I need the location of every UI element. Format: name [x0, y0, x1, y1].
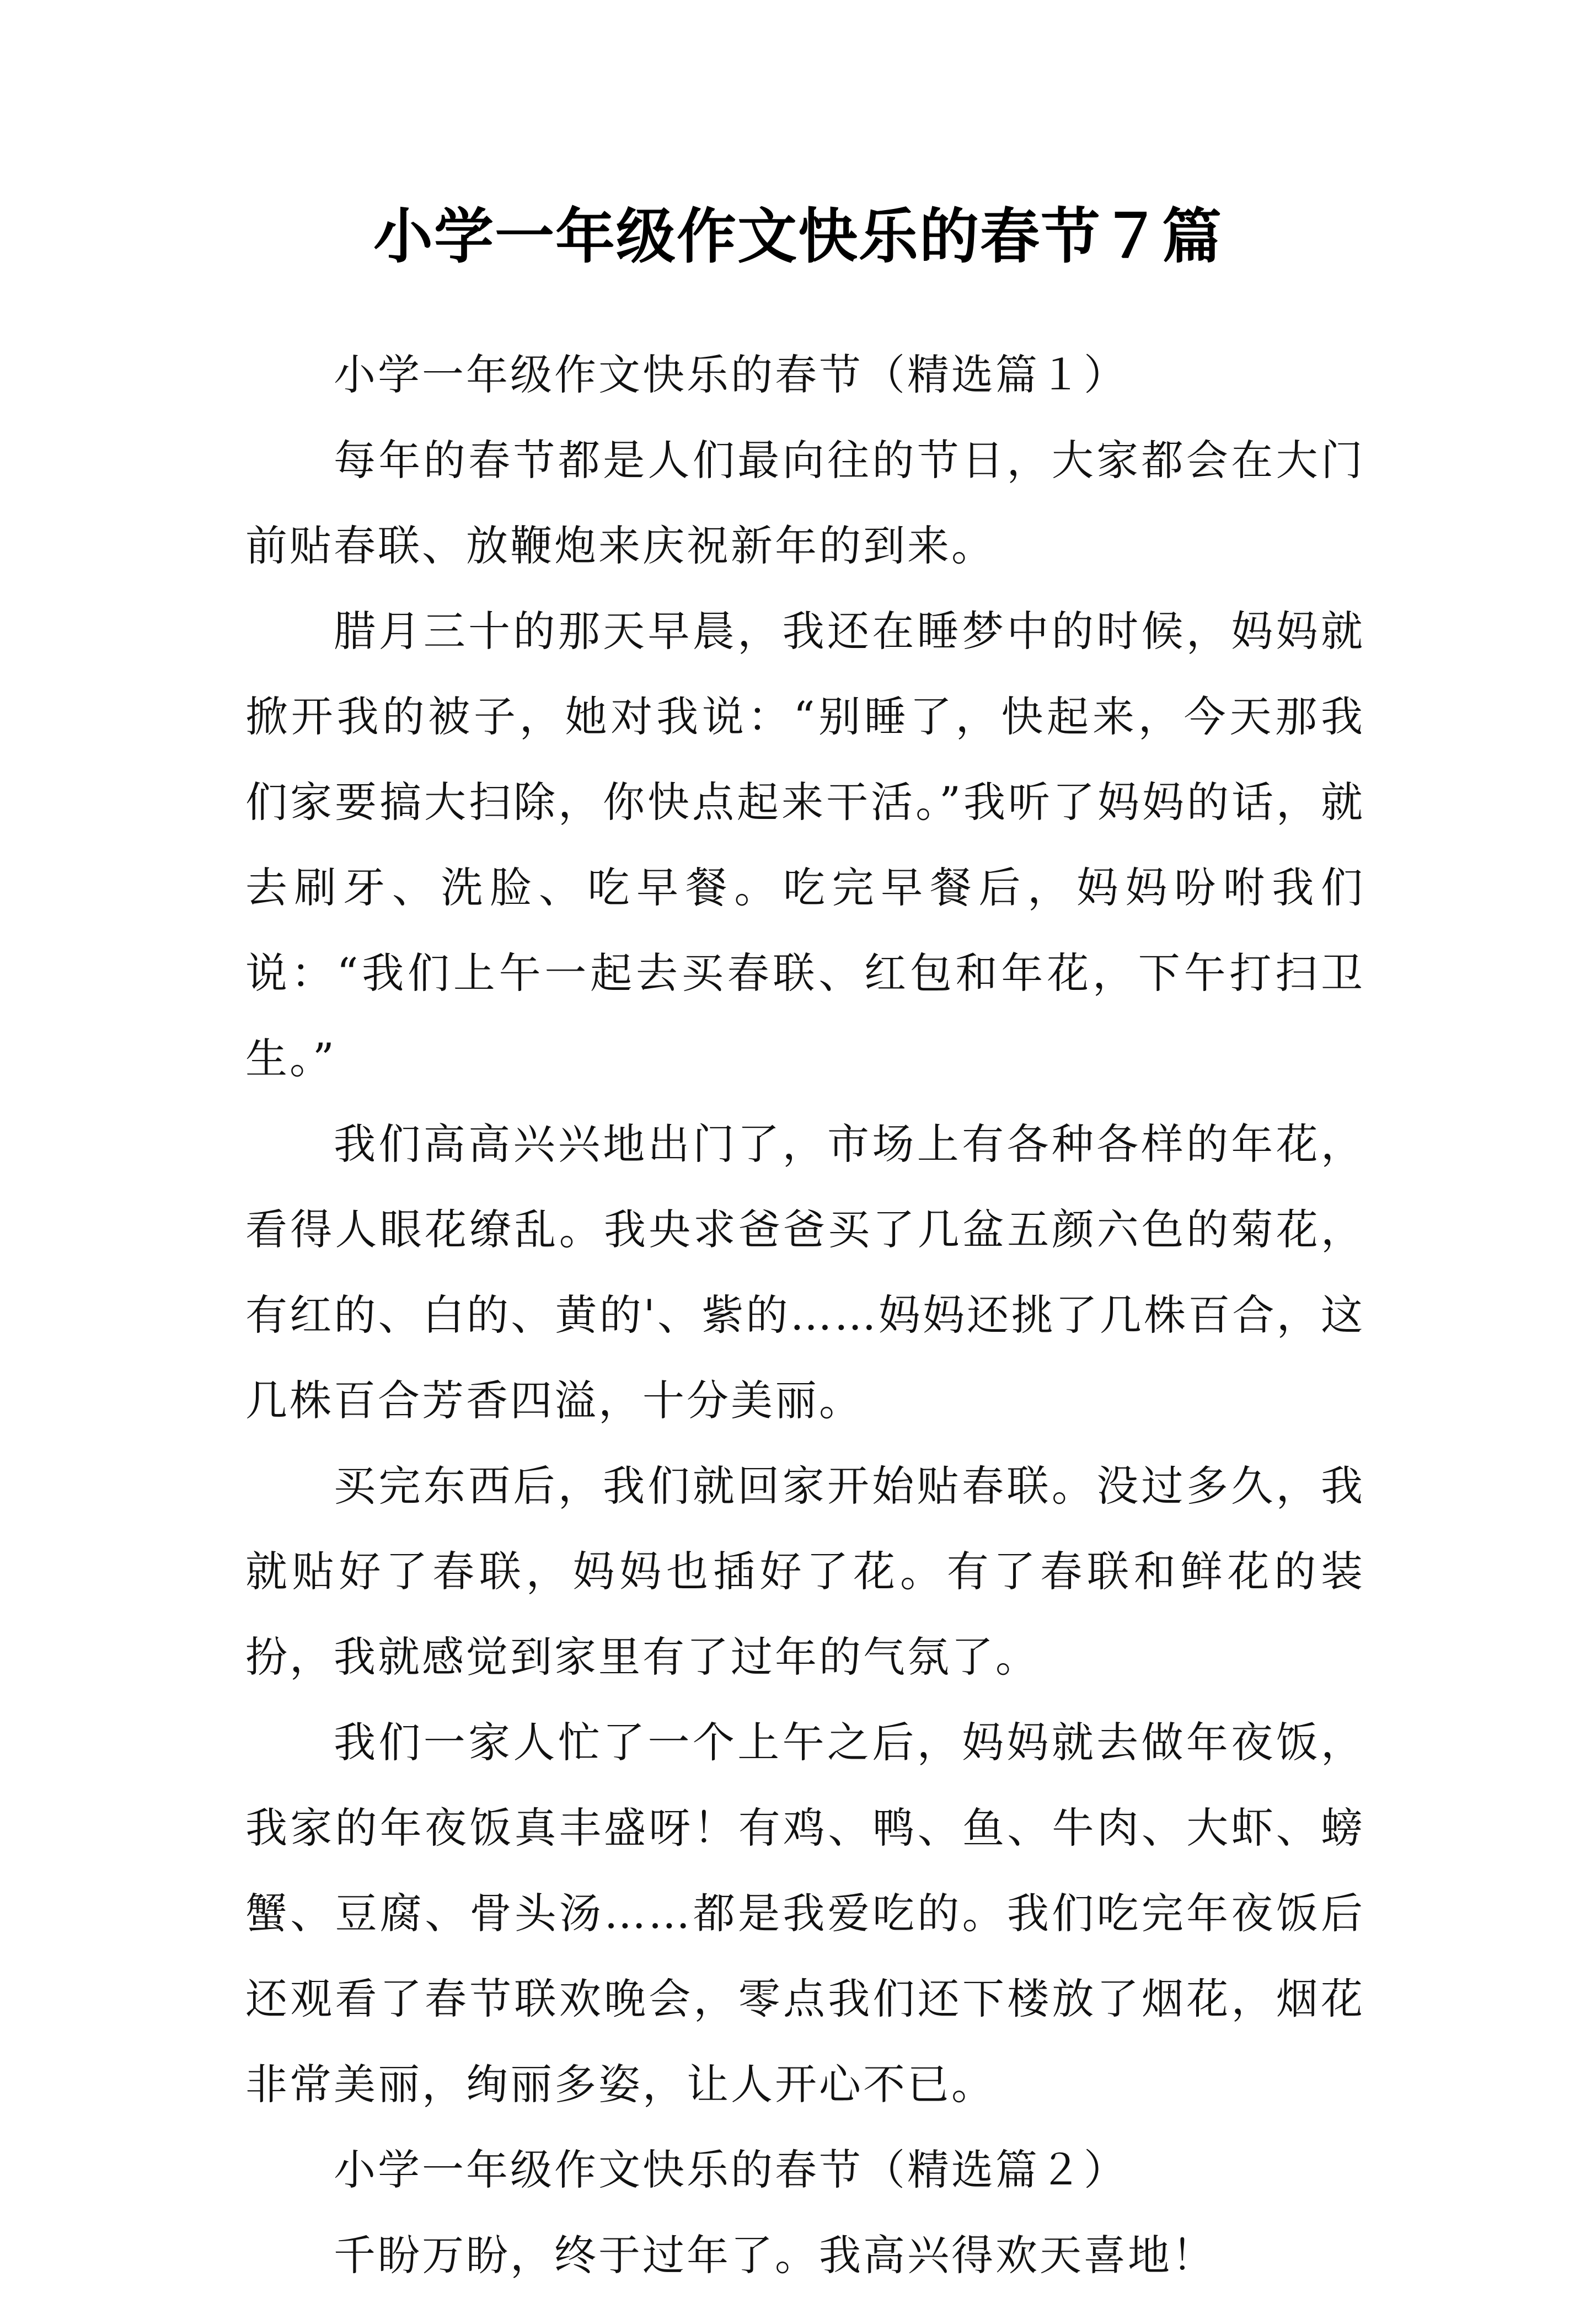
- paragraph: 我们一家人忙了一个上午之后，妈妈就去做年夜饭，我家的年夜饭真丰盛呀！有鸡、鸭、鱼、牛肉、大虾、螃蟹、豆腐、骨头汤……都是我爱吃的。我们吃完年夜饭后还观看了春节联欢晚会，零点我们还下楼放了烟花，烟花非常美丽，绚丽多姿，让人开心不已。: [245, 1718, 1365, 2109]
- document-body: [245, 332, 1365, 2298]
- section-heading-1: 小学一年级作文快乐的春节（精选篇１）: [334, 350, 1128, 399]
- paragraph: 千盼万盼，终于过年了。我高兴得欢天喜地！: [334, 2231, 1216, 2280]
- document-title: 小学一年级作文快乐的春节７篇: [373, 202, 1223, 271]
- paragraph: 每年的春节都是人们最向往的节日，大家都会在大门前贴春联、放鞭炮来庆祝新年的到来。: [245, 436, 1365, 570]
- section-heading-2: 小学一年级作文快乐的春节（精选篇２）: [334, 2145, 1128, 2194]
- paragraph: 我们高高兴兴地出门了，市场上有各种各样的年花，看得人眼花缭乱。我央求爸爸买了几盆五颜六色的菊花，有红的、白的、黄的'、紫的……妈妈还挑了几株百合，这几株百合芳香四溢，十分美丽。: [245, 1119, 1365, 1425]
- paragraph: 腊月三十的那天早晨，我还在睡梦中的时候，妈妈就掀开我的被子，她对我说：“别睡了，快起来，今天那我们家要搞大扫除，你快点起来干活。”我听了妈妈的话，就去刷牙、洗脸、吃早餐。吃完早餐后，妈妈吩咐我们说：“我们上午一起去买春联、红包和年花，下午打扫卫生。”: [245, 607, 1365, 1083]
- paragraph: 买完东西后，我们就回家开始贴春联。没过多久，我就贴好了春联，妈妈也插好了花。有了春联和鲜花的装扮，我就感觉到家里有了过年的气氛了。: [245, 1461, 1365, 1681]
